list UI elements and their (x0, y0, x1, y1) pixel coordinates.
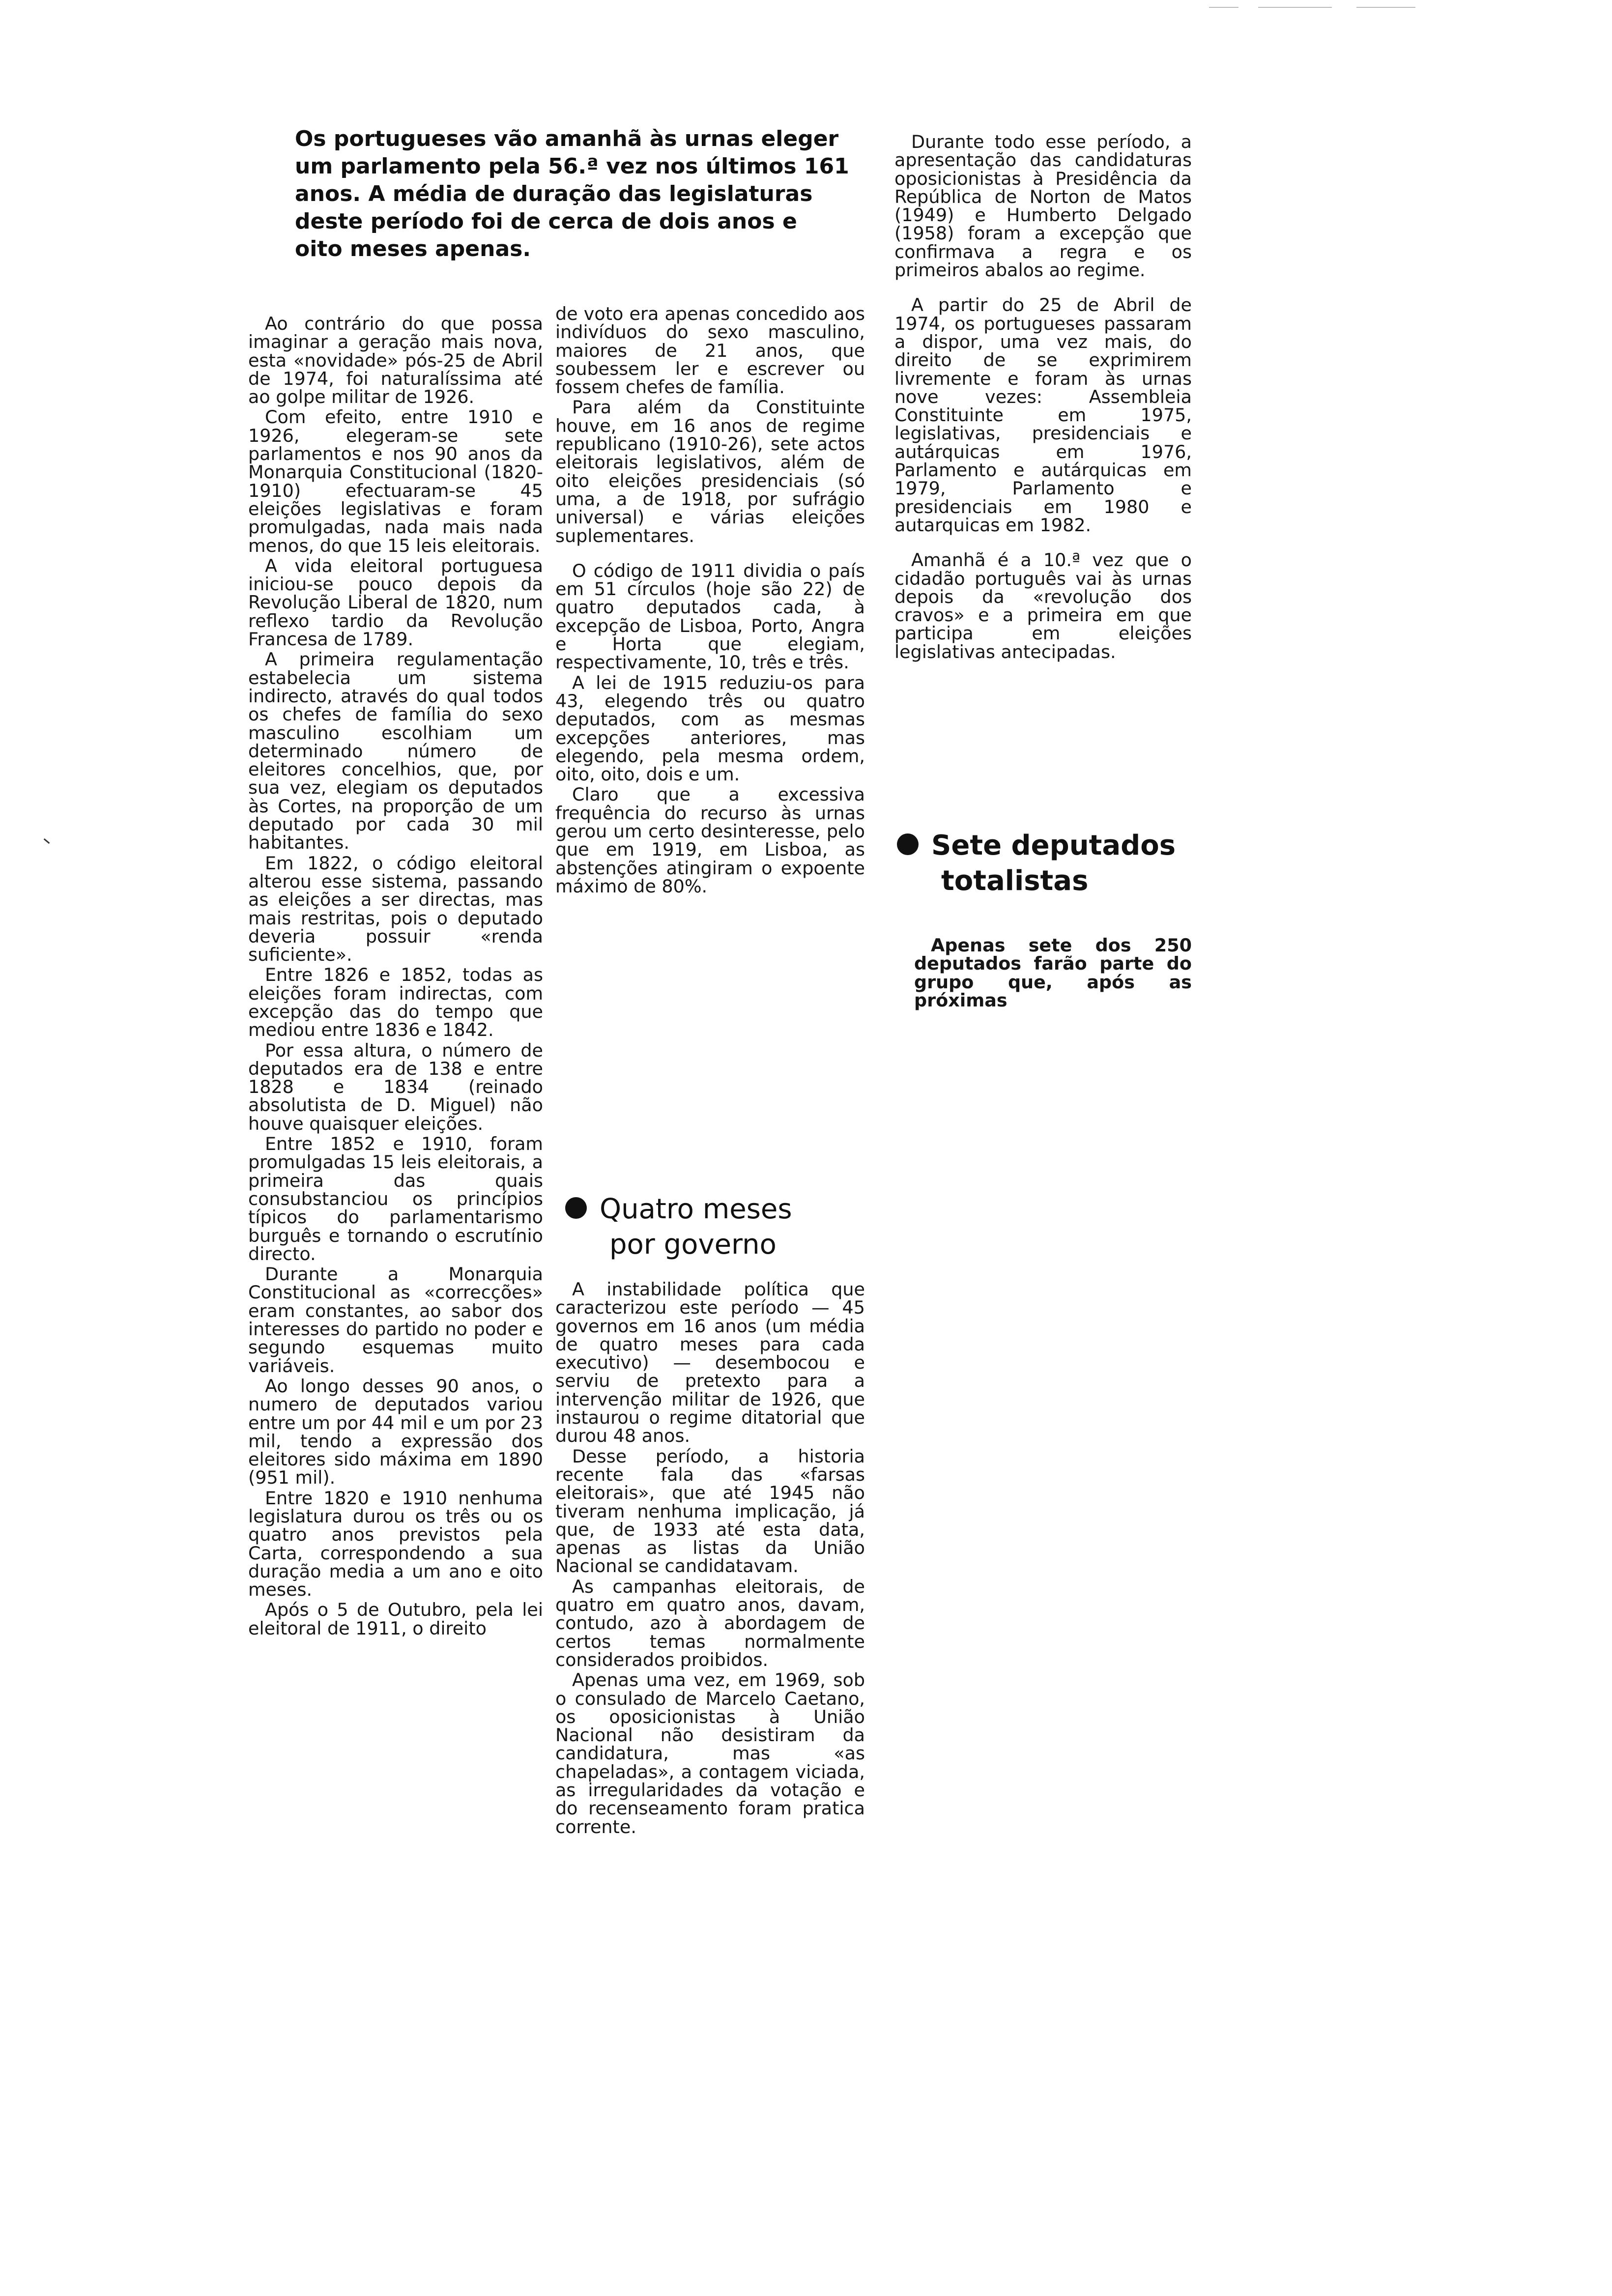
paragraph: Por essa altura, o número de deputados era de 138 e entre 1828 e 1834 (reinado absolutista de D. Miguel) não houve quaisquer eleições. (248, 1039, 543, 1134)
paragraph: A primeira regulamentação estabelecia um sistema indirecto, através do qual todos os chefes de família do sexo masculino escolhiam um determinado número de eleitores concelhios, que, por sua vez, elegiam os deputados às Cortes, na proporção de um deputado por cada 30 mil habitantes. (248, 649, 543, 854)
paragraph: Para além da Constituinte houve, em 16 anos de regime republicano (1910-26), sete actos eleitorais legislativos, além de oito eleições presidenciais (só uma, a de 1918, por sufrágio universal) e várias eleições suplementares. (555, 397, 865, 546)
paragraph: Entre 1826 e 1852, todas as eleições foram indirectas, com excepção das do tempo que mediou entre 1836 e 1842. (248, 964, 543, 1041)
paragraph: Ao contrário do que possa imaginar a geração mais nova, esta «novidade» pós-25 de Abril de 1974, foi naturalíssima até ao golpe militar de 1926. (248, 313, 543, 408)
paragraph: A partir do 25 de Abril de 1974, os portugueses passaram a dispor, uma vez mais, do direito de se exprimirem livremente e foram às urnas nove vezes: Assembleia Constituinte em 1975, legislativas, presidenciais e autárquicas em 1976, Parlamento e autárquicas em 1979, Parlamento e presidenciais em 1980 e autarquicas em 1982. (894, 294, 1192, 536)
paragraph: A vida eleitoral portuguesa iniciou-se pouco depois da Revolução Liberal de 1820, num reflexo tardio da Revolução Francesa de 1789. (248, 555, 543, 650)
paragraph: Com efeito, entre 1910 e 1926, elegeram-se sete parlamentos e nos 90 anos da Monarquia Constitucional (1820-1910) efectuaram-se 45 eleições legislativas e foram promulgadas, nada mais nada menos, do que 15 leis eleitorais. (248, 406, 543, 556)
article-column-3 (894, 133, 1192, 661)
heading-line: totalistas (941, 865, 1089, 897)
article-column-2 (555, 305, 865, 895)
article-column-1 (248, 315, 543, 1637)
paragraph: O código de 1911 dividia o país em 51 círculos (hoje são 22) de quatro deputados cada, à excepção de Lisboa, Porto, Angra e Horta que elegiam, respectivamente, 10, três e três. (555, 560, 865, 673)
paragraph: Claro que a excessiva frequência do recurso às urnas gerou um certo desinteresse, pelo que em 1919, em Lisboa, as abstenções atingiram o expoente máximo de 80%. (555, 784, 865, 897)
scan-mark (44, 838, 50, 844)
paragraph: A lei de 1915 reduziu-os para 43, elegendo três ou quatro deputados, com as mesmas excepções anteriores, mas elegendo, pela mesma ordem, oito, oito, dois e um. (555, 672, 865, 785)
scan-mark (1356, 7, 1415, 8)
scan-mark (1209, 7, 1238, 8)
paragraph: Apenas sete dos 250 deputados farão parte do grupo que, após as próximas (914, 935, 1192, 1011)
heading-line: por governo (609, 1229, 777, 1261)
paragraph: Em 1822, o código eleitoral alterou esse sistema, passando as eleições a ser directas, mas mais restritas, pois o deputado deveria possuir «renda suficiente». (248, 852, 543, 966)
paragraph: Ao longo desses 90 anos, o numero de deputados variou entre um por 44 mil e um por 23 mil, tendo a expressão dos eleitores sido máxima em 1890 (951 mil). (248, 1375, 543, 1489)
paragraph: Durante todo esse período, a apresentação das candidaturas oposicionistas à Presidência da República de Norton de Matos (1949) e Humberto Delgado (1958) foram a excepção que confirmava a regra e os primeiros abalos ao regime. (894, 131, 1192, 281)
heading-line: Quatro meses (600, 1193, 792, 1225)
paragraph: A instabilidade política que caracterizou este período — 45 governos em 16 anos (um média de quatro meses para cada executivo) — desembocou e serviu de pretexto para a intervenção militar de 1926, que instaurou o regime ditatorial que durou 48 anos. (555, 1279, 865, 1447)
article-column-3-continued (914, 936, 1192, 1009)
paragraph: Durante a Monarquia Constitucional as «correcções» eram constantes, ao sabor dos interesses do partido no poder e segundo esquemas muito variáveis. (248, 1263, 543, 1377)
paragraph: Amanhã é a 10.ª vez que o cidadão português vai às urnas depois da «revolução dos cravos» e a primeira em que participa em eleições legislativas antecipadas. (894, 549, 1192, 662)
paragraph: Após o 5 de Outubro, pela lei eleitoral de 1911, o direito (248, 1599, 543, 1639)
paragraph: Desse período, a historia recente fala das «farsas eleitorais», que até 1945 não tiveram nenhuma implicação, já que, de 1933 até esta data, apenas as listas da União Nacional se candidatavam. (555, 1445, 865, 1577)
heading-line: Sete deputados (931, 830, 1176, 861)
paragraph: Entre 1820 e 1910 nenhuma legislatura durou os três ou os quatro anos previstos pela Carta, correspondendo a sua duração media a um ano e oito meses. (248, 1487, 543, 1601)
paragraph: de voto era apenas concedido aos indivíduos do sexo masculino, maiores de 21 anos, que soubessem ler e escrever ou fossem chefes de família. (555, 303, 865, 398)
paragraph: As campanhas eleitorais, de quatro em quatro anos, davam, contudo, azo à abordagem de certos temas normalmente considerados proibidos. (555, 1576, 865, 1670)
bullet-icon (897, 833, 919, 855)
article-column-2-continued (555, 1280, 865, 1836)
paragraph: Entre 1852 e 1910, foram promulgadas 15 leis eleitorais, a primeira das quais consubstanciou os princípios típicos do parlamentarismo burguês e tornando o escrutínio directo. (248, 1133, 543, 1264)
scan-mark (1258, 7, 1332, 8)
lead-paragraph: Os portugueses vão amanhã às urnas eleger um parlamento pela 56.ª vez nos últimos 161 anos. A média de duração das legislaturas deste período foi de cerca de dois anos e oito meses apenas. (295, 126, 849, 261)
bullet-icon (565, 1197, 587, 1219)
section-heading-sete-deputados (897, 828, 1202, 899)
paragraph: Apenas uma vez, em 1969, sob o consulado de Marcelo Caetano, os oposicionistas à União Nacional não desistiram da candidatura, mas «as chapeladas», a contagem viciada, as irregularidades da votação e do recenseamento foram pratica corrente. (555, 1669, 865, 1837)
section-heading-quatro-meses (565, 1192, 880, 1263)
